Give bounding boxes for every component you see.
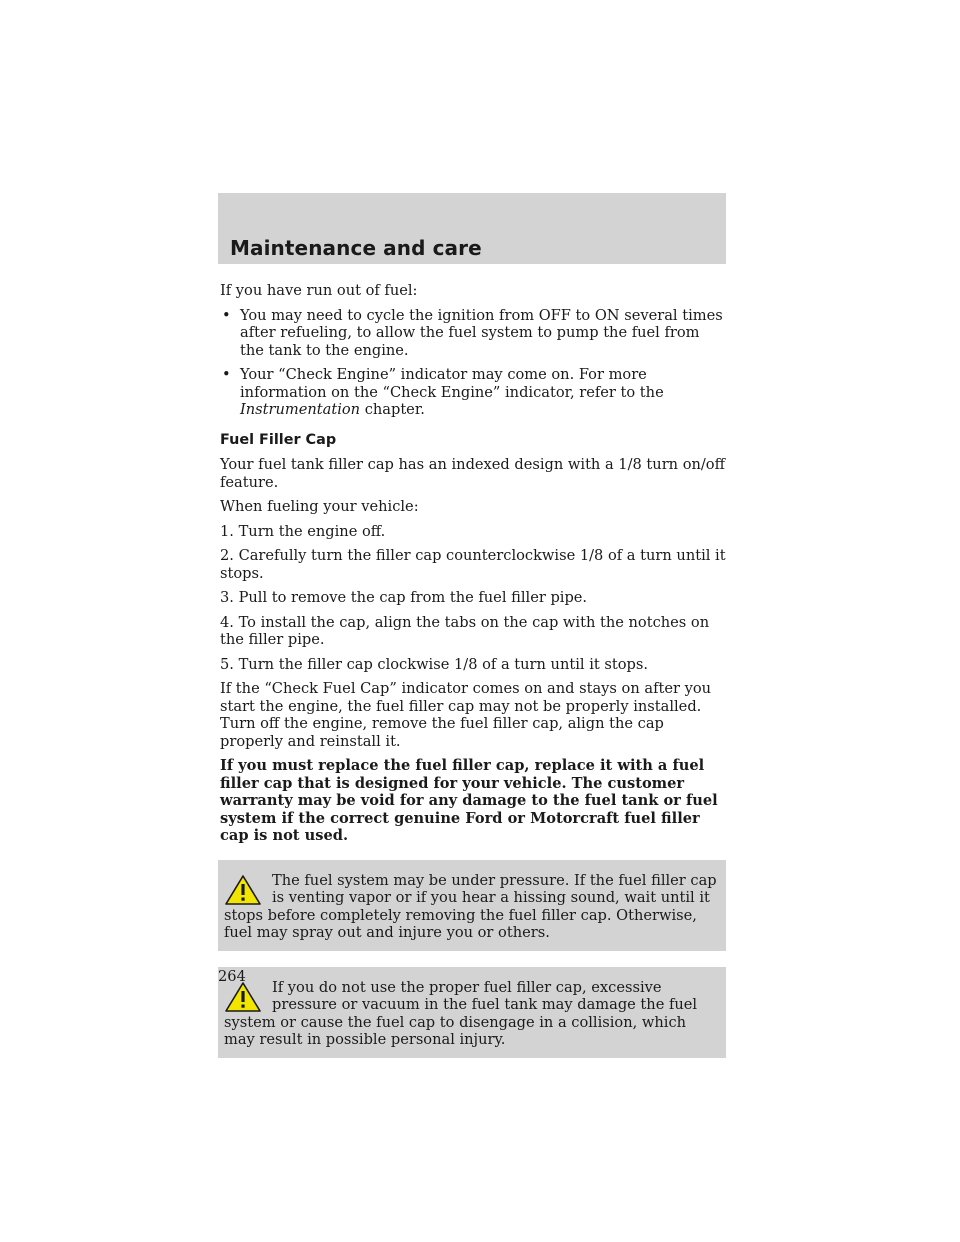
check-cap-note: If the “Check Fuel Cap” indicator comes on and stays on after you start the engine, the fuel filler cap may not be properly installed. Turn off the engine, remove the fuel filler cap, align the cap properly and reinstall it. <box>220 680 712 750</box>
step-item: 1. Turn the engine off. <box>220 522 386 540</box>
warning-triangle-icon <box>224 981 262 1013</box>
manual-page <box>218 193 726 1058</box>
step-item: 4. To install the cap, align the tabs on the cap with the notches on the filler pipe. <box>220 613 710 648</box>
bullet-item <box>220 366 726 419</box>
bullet-item <box>220 307 726 360</box>
page-number: 264 <box>218 968 246 985</box>
warning-box <box>218 967 726 1058</box>
warning-text: The fuel system may be under pressure. If the fuel filler cap is venting vapor or if you hear a hissing sound, wait until it stops before completely removing the fuel filler cap. Otherwise, fuel may spray out and injure you or others. <box>224 871 717 941</box>
header-band <box>218 193 726 264</box>
bullet-text: Your “Check Engine” indicator may come on. For more information on the “Check Engine” indicator, refer to the <box>240 366 664 401</box>
intro-text: If you have run out of fuel: <box>220 282 418 299</box>
step-item: 2. Carefully turn the filler cap counterclockwise 1/8 of a turn until it stops. <box>220 547 726 582</box>
replacement-warning: If you must replace the fuel filler cap, replace it with a fuel filler cap that is designed for your vehicle. The customer warranty may be void for any damage to the fuel tank or fuel system if the correct genuine Ford or Motorcraft fuel filler cap is not used. <box>220 757 718 844</box>
page-content <box>218 282 726 845</box>
step-item: 5. Turn the filler cap clockwise 1/8 of a turn until it stops. <box>220 655 648 673</box>
bullet-dot: • <box>222 366 231 383</box>
bullet-list <box>220 307 726 419</box>
bullet-text: You may need to cycle the ignition from OFF to ON several times after refueling, to allow the fuel system to pump the fuel from the tank to the engine. <box>240 306 723 359</box>
section-description: Your fuel tank filler cap has an indexed design with a 1/8 turn on/off feature. <box>220 456 725 491</box>
warning-box <box>218 860 726 951</box>
bullet-dot: • <box>222 306 231 324</box>
bullet-text-end: chapter. <box>360 401 425 418</box>
chapter-title: Maintenance and care <box>230 236 482 260</box>
section-title: Fuel Filler Cap <box>220 431 337 448</box>
chapter-reference: Instrumentation <box>240 401 361 418</box>
step-item: 3. Pull to remove the cap from the fuel filler pipe. <box>220 589 588 606</box>
warning-text: If you do not use the proper fuel filler cap, excessive pressure or vacuum in the fuel tank may damage the fuel system or cause the fuel cap to disengage in a collision, which may result in possible personal injury. <box>224 978 698 1048</box>
steps-intro: When fueling your vehicle: <box>220 498 419 515</box>
warning-triangle-icon <box>224 874 262 906</box>
